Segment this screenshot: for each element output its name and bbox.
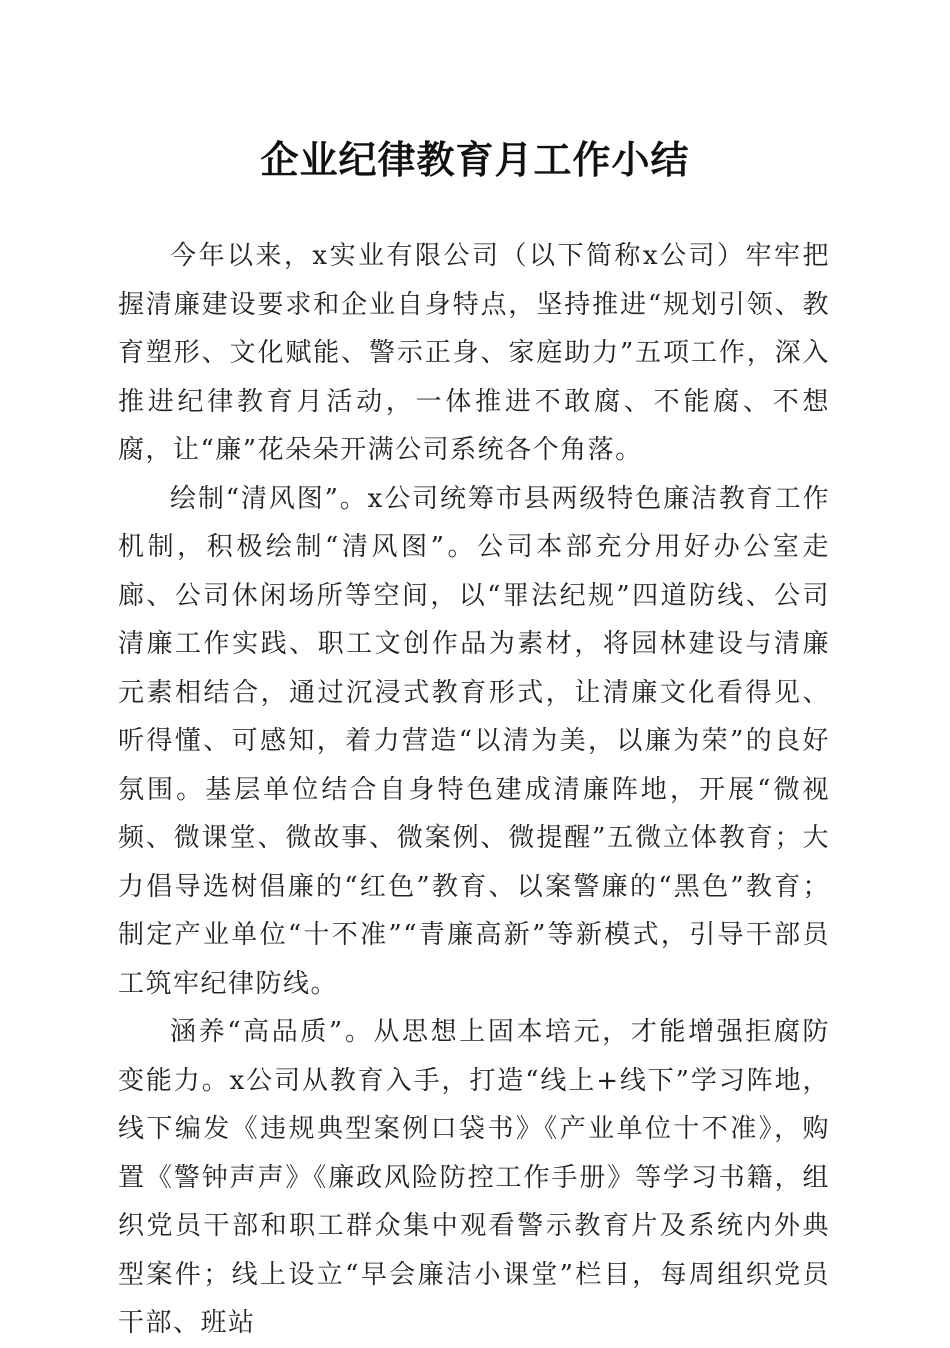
document-body (118, 232, 830, 1348)
paragraph-gaopinzhi: 涵养“高品质”。从思想上固本培元，才能增强拒腐防变能力。x公司从教育入手，打造“线上+线下”学习阵地，线下编发《违规典型案例口袋书》《产业单位十不准》，购置《警钟声声》《廉政风险防控工作手册》等学习书籍，组织党员干部和职工群众集中观看警示教育片及系统内外典型案件；线上设立“早会廉洁小课堂”栏目，每周组织党员干部、班站 (118, 1017, 830, 1338)
paragraph-qingfengtu: 绘制“清风图”。x公司统筹市县两级特色廉洁教育工作机制，积极绘制“清风图”。公司本部充分用好办公室走廊、公司休闲场所等空间，以“罪法纪规”四道防线、公司清廉工作实践、职工文创作品为素材，将园林建设与清廉元素相结合，通过沉浸式教育形式，让清廉文化看得见、听得懂、可感知，着力营造“以清为美，以廉为荣”的良好氛围。基层单位结合自身特色建成清廉阵地，开展“微视频、微课堂、微故事、微案例、微提醒”五微立体教育；大力倡导选树倡廉的“红色”教育、以案警廉的“黑色”教育；制定产业单位“十不准”“青廉高新”等新模式，引导干部员工筑牢纪律防线。 (118, 483, 830, 999)
paragraph-intro: 今年以来，x实业有限公司（以下简称x公司）牢牢把握清廉建设要求和企业自身特点，坚持推进“规划引领、教育塑形、文化赋能、警示正身、家庭助力”五项工作，深入推进纪律教育月活动，一体推进不敢腐、不能腐、不想腐，让“廉”花朵朵开满公司系统各个角落。 (118, 241, 830, 465)
document-title: 企业纪律教育月工作小结 (260, 137, 690, 182)
